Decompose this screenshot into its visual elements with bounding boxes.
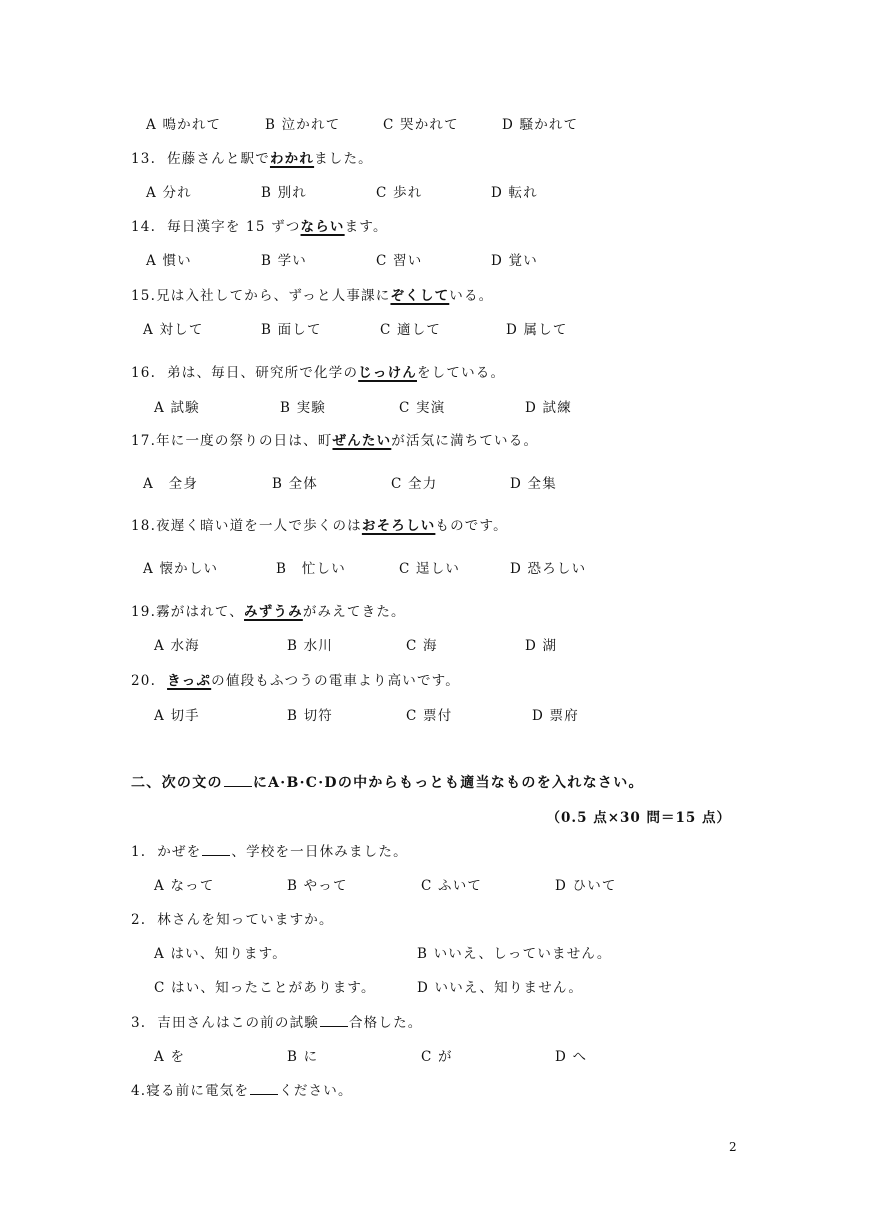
target-word: ぜんたい [332,433,392,449]
q19-option-c: C 海 [406,638,438,654]
answer-blank [202,843,230,856]
q12-option-b: B 泣かれて [265,117,341,133]
section-2-heading [131,772,644,792]
q14-option-b: B 学い [261,253,308,269]
heading-text: 二、次の文の [131,775,223,791]
q16-option-a: A 試験 [154,400,200,416]
q18-option-b: B 忙しい [276,561,346,577]
s2q1-option-a: A なって [154,878,215,894]
question-number: 16. [131,365,157,381]
s2q2-option-a: A はい、知ります。 [154,946,287,962]
q19-option-b: B 水川 [287,638,334,654]
q19-option-a: A 水海 [154,638,200,654]
question-number: 2. [131,912,147,928]
question-20 [131,669,460,689]
q15-option-d: D 属して [506,322,568,338]
target-word: ぞくして [390,288,450,304]
page-number: 2 [729,1140,737,1154]
q16-option-c: C 実演 [399,400,446,416]
q20-option-a: A 切手 [154,708,200,724]
question-text: 毎日漢字を 15 ずつ [167,219,301,235]
question-text: 兄は入社してから、ずっと人事課に [156,288,391,304]
q15-option-b: B 面して [261,322,322,338]
answer-blank [320,1014,348,1027]
s2-question-2 [131,908,334,928]
question-13 [131,147,373,167]
s2-question-1 [131,840,408,860]
question-text-end: ます。 [344,219,388,235]
question-number: 3. [131,1015,147,1031]
target-word: みずうみ [244,604,303,620]
question-number: 4. [131,1083,147,1099]
question-text: 寝る前に電気を [146,1083,250,1099]
s2q3-option-d: D へ [555,1049,588,1065]
heading-text-end: にA·B·C·Dの中からもっとも適当なものを入れなさい。 [252,775,644,791]
question-number: 17. [131,433,157,449]
question-text: 霧がはれて、 [156,604,245,620]
q15-option-a: A 対して [143,322,204,338]
q16-option-b: B 実験 [280,400,327,416]
s2q1-option-c: C ふいて [421,878,483,894]
q13-option-d: D 転れ [491,185,538,201]
q12-option-d: D 騒かれて [502,117,579,133]
q19-option-d: D 湖 [525,638,558,654]
question-number: 1. [131,844,147,860]
question-number: 19. [131,604,157,620]
question-text: 年に一度の祭りの日は、町 [156,433,333,449]
target-word: わかれ [269,151,315,167]
question-17 [131,429,538,449]
s2q3-option-b: B に [287,1049,319,1065]
question-text-end: がみえてきた。 [302,604,406,620]
q12-option-a: A 鳴かれて [146,117,222,133]
q18-option-d: D 恐ろしい [510,561,587,577]
q16-option-d: D 試練 [525,400,572,416]
question-text: かぜを [157,844,202,860]
q17-option-b: B 全体 [272,476,319,492]
target-word: きっぷ [167,673,212,689]
question-15 [131,284,493,304]
s2q2-option-d: D いいえ、知りません。 [417,980,584,996]
q15-option-c: C 適して [380,322,442,338]
q13-option-a: A 分れ [146,185,192,201]
section-2-score: （0.5 点×30 問＝15 点） [546,810,731,826]
q13-option-b: B 別れ [261,185,308,201]
answer-blank [250,1082,278,1095]
question-text-end: ました。 [314,151,373,167]
question-text-end: いる。 [449,288,494,304]
question-text-end: が活気に満ちている。 [391,433,539,449]
q20-option-c: C 票付 [406,708,453,724]
question-number: 18. [131,518,157,534]
q20-option-b: B 切符 [287,708,334,724]
q17-option-d: D 全集 [510,476,557,492]
question-text-end: をしている。 [416,365,506,381]
answer-blank [224,774,252,787]
question-text: 弟は、毎日、研究所で化学の [167,365,359,381]
target-word: おそろしい [361,518,436,534]
s2q1-option-d: D ひいて [555,878,617,894]
question-text-end: 合格した。 [348,1015,423,1031]
question-19 [131,600,406,620]
s2q2-option-b: B いいえ、しっていません。 [417,946,612,962]
q14-option-a: A 慣い [146,253,192,269]
s2q1-option-b: B やって [287,878,348,894]
q20-option-d: D 票府 [532,708,579,724]
q12-option-c: C 哭かれて [383,117,459,133]
target-word: ならい [300,219,345,235]
question-18 [131,514,508,534]
question-text: 吉田さんはこの前の試験 [157,1015,319,1031]
question-number: 20. [131,673,157,689]
question-text-end: の値段もふつうの電車より高いです。 [211,673,460,689]
question-number: 14. [131,219,157,235]
q14-option-c: C 習い [376,253,423,269]
question-16 [131,361,505,381]
s2q3-option-c: C が [421,1049,453,1065]
q14-option-d: D 覚い [491,253,538,269]
question-text: 夜遅く暗い道を一人で歩くのは [156,518,362,534]
question-text: 佐藤さんと駅で [167,151,270,167]
question-number: 15. [131,288,157,304]
q13-option-c: C 歩れ [376,185,423,201]
q18-option-a: A 懐かしい [143,561,219,577]
s2-question-3 [131,1011,422,1031]
s2q3-option-a: A を [154,1049,186,1065]
s2q2-option-c: C はい、知ったことがあります。 [154,980,376,996]
q17-option-c: C 全力 [391,476,438,492]
question-number: 13. [131,151,157,167]
question-text-end: 、学校を一日休みました。 [231,844,408,860]
q17-option-a: A 全身 [143,476,199,492]
q18-option-c: C 逞しい [399,561,461,577]
s2-question-4 [131,1079,353,1099]
question-14 [131,215,388,235]
question-text-end: ものです。 [435,518,508,534]
question-text-end: ください。 [279,1083,353,1099]
question-text: 林さんを知っていますか。 [157,912,334,928]
target-word: じっけん [358,365,417,381]
